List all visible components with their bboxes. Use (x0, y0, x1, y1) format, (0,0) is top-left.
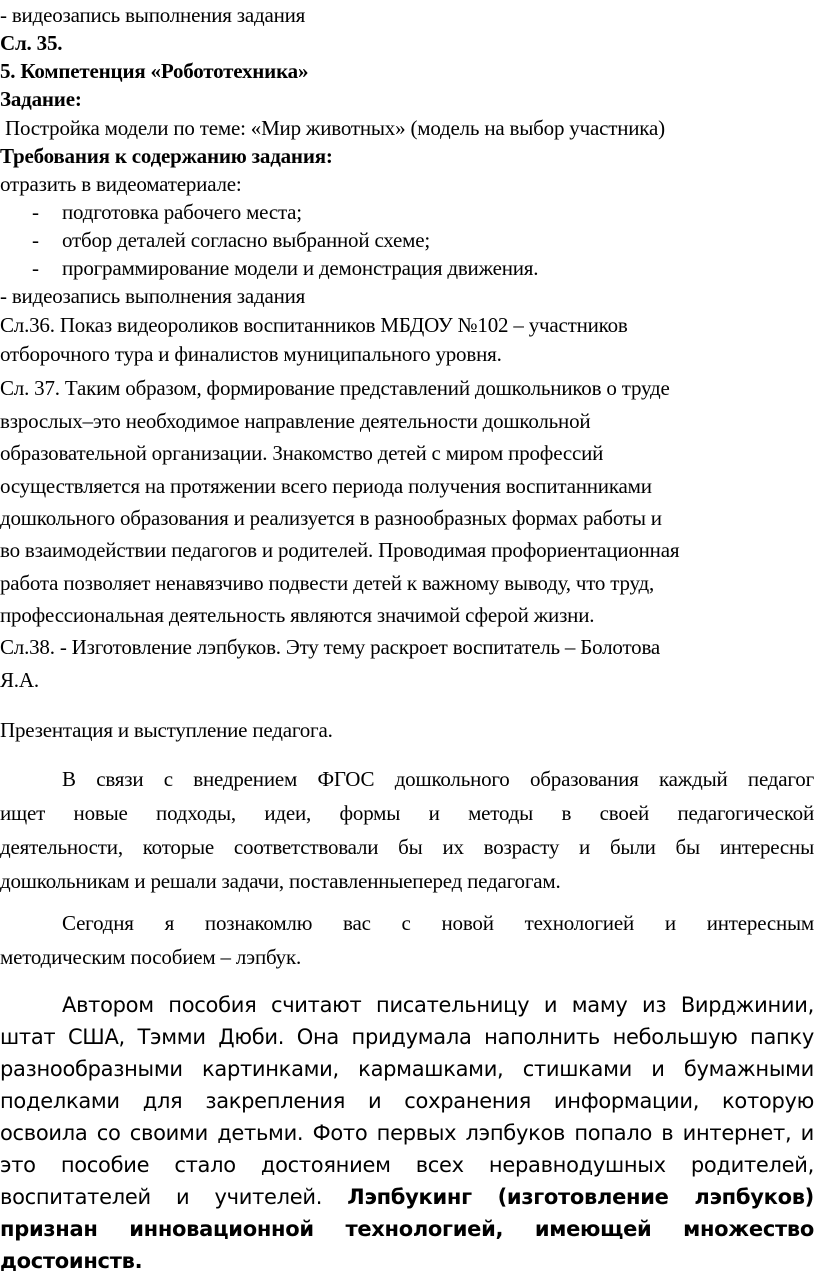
today-paragraph (0, 911, 814, 979)
paragraph-line: ищет новые подходы, идеи, формы и методы в своей педагогической (0, 801, 814, 825)
slide-37-line: дошкольного образования и реализуется в разнообразных формах работы и (0, 506, 662, 530)
fgos-paragraph (0, 767, 814, 903)
paragraph-line-mixed (0, 1185, 814, 1217)
paragraph-line: Автором пособия считают писательницу и маму из Вирджинии, (62, 993, 814, 1017)
slide-35-heading: Сл. 35. (0, 31, 63, 55)
slide-37-line: во взаимодействии педагогов и родителей. Проводимая профориентационная (0, 538, 680, 562)
list-item-text: подготовка рабочего места; (62, 200, 302, 224)
slide-38-line: Сл.38. - Изготовление лэпбуков. Эту тему раскроет воспитатель – Болотова (0, 635, 661, 659)
paragraph-line: дошкольникам и решали задачи, поставленныеперед педагогам. (0, 869, 561, 893)
requirements-intro: отразить в видеоматериале: (0, 172, 242, 196)
paragraph-line: это пособие стало достоянием всех неравнодушных родителей, (0, 1153, 814, 1177)
task-heading: Задание: (0, 87, 82, 111)
competence-heading: 5. Компетенция «Робототехника» (0, 59, 309, 83)
presentation-line: Презентация и выступление педагога. (0, 718, 333, 742)
paragraph-line: Сегодня я познакомлю вас с новой технологией и интересным (62, 911, 814, 935)
video-recording-line-2: - видеозапись выполнения задания (0, 284, 306, 308)
slide-37-line: Сл. 37. Таким образом, формирование представлений дошкольников о труде (0, 376, 670, 400)
paragraph-line-bold: достоинств. (0, 1249, 143, 1273)
paragraph-line: штат США, Тэмми Дюби. Она придумала наполнить небольшую папку (0, 1025, 814, 1049)
list-item-text: отбор деталей согласно выбранной схеме; (62, 228, 431, 252)
slide-37-line: осуществляется на протяжении всего периода получения воспитанниками (0, 474, 652, 498)
video-recording-line: - видеозапись выполнения задания (0, 3, 306, 27)
list-item-text: программирование модели и демонстрация движения. (62, 256, 539, 280)
paragraph-line: деятельности, которые соответствовали бы их возрасту и были бы интересны (0, 835, 814, 859)
slide-37-line: взрослых–это необходимое направление деятельности дошкольной (0, 409, 591, 433)
paragraph-line: разнообразными картинками, кармашками, стишками и бумажными (0, 1057, 814, 1081)
list-item (0, 200, 816, 228)
slide-36-line: отборочного тура и финалистов муниципального уровня. (0, 342, 502, 366)
list-item (0, 256, 816, 284)
paragraph-line: поделками для закрепления и сохранения информации, которую (0, 1089, 814, 1113)
dash-marker: - (32, 228, 39, 252)
paragraph-line: В связи с внедрением ФГОС дошкольного образования каждый педагог (62, 767, 814, 791)
requirements-heading: Требования к содержанию задания: (0, 144, 333, 168)
list-item (0, 228, 816, 256)
dash-marker: - (32, 256, 39, 280)
slide-38-line: Я.А. (0, 668, 39, 692)
author-paragraph (0, 993, 814, 1281)
paragraph-text: воспитателей и учителей. (0, 1185, 323, 1209)
slide-36-line: Сл.36. Показ видеороликов воспитанников МБДОУ №102 – участников (0, 313, 628, 337)
paragraph-line-bold: признан инновационной технологией, имеющей множество (0, 1217, 814, 1241)
slide-37-line: работа позволяет ненавязчиво подвести детей к важному выводу, что труд, (0, 571, 655, 595)
paragraph-line: освоила со своими детьми. Фото первых лэпбуков попало в интернет, и (0, 1121, 814, 1145)
slide-37-line: профессиональная деятельность являются значимой сферой жизни. (0, 603, 595, 627)
task-text: Постройка модели по теме: «Мир животных» (модель на выбор участника) (5, 116, 665, 140)
dash-marker: - (32, 200, 39, 224)
lapbooking-bold-text: Лэпбукинг (изготовление лэпбуков) (347, 1185, 814, 1209)
paragraph-line: методическим пособием – лэпбук. (0, 945, 302, 969)
slide-37-line: образовательной организации. Знакомство детей с миром профессий (0, 441, 604, 465)
